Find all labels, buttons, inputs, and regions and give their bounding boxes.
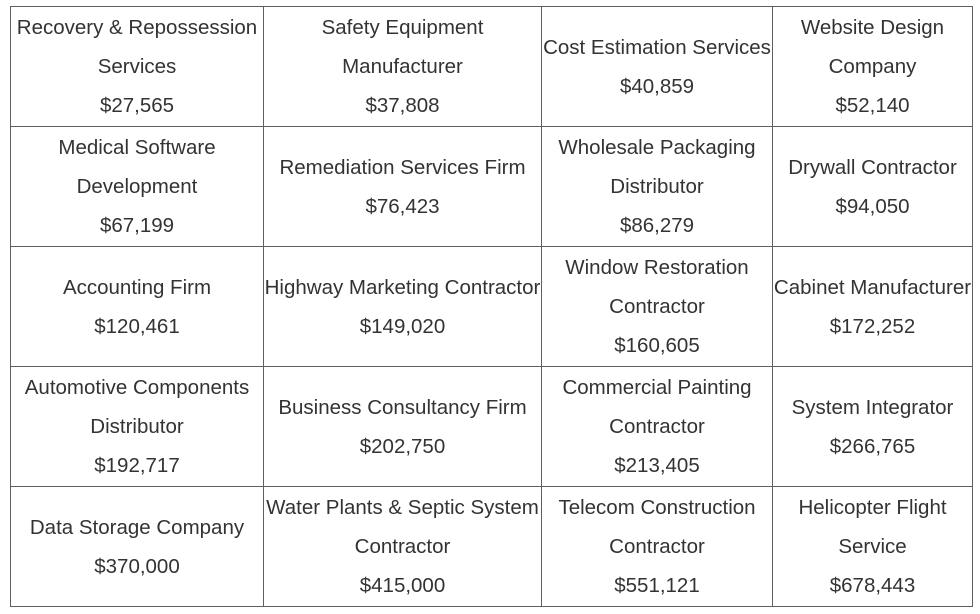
business-value: $67,199 (99, 214, 175, 237)
business-value: $370,000 (94, 554, 180, 578)
business-value: $52,140 (835, 94, 910, 117)
table-cell (542, 247, 773, 367)
table-cell (11, 7, 264, 127)
business-type: System Integrator (791, 395, 954, 419)
business-type: Cabinet Manufacturer (773, 275, 972, 299)
business-value: $213,405 (614, 454, 700, 477)
business-type: Remediation Services Firm (279, 155, 526, 179)
table-row (11, 247, 973, 367)
table-cell (264, 247, 542, 367)
business-value: $149,020 (359, 314, 446, 338)
table-cell (542, 487, 773, 607)
table-cell (542, 127, 773, 247)
business-type: Water Plants & Septic System Contractor (266, 496, 539, 558)
business-value: $551,121 (614, 574, 700, 597)
table-cell (773, 367, 973, 487)
table-cell (773, 247, 973, 367)
table-cell (542, 7, 773, 127)
table-cell (264, 367, 542, 487)
business-value-table (10, 6, 973, 607)
business-value: $76,423 (365, 194, 440, 218)
business-type: Accounting Firm (62, 275, 212, 299)
table-row (11, 487, 973, 607)
table-cell (773, 127, 973, 247)
business-type: Wholesale Packaging Distributor (558, 136, 756, 198)
business-type: Data Storage Company (29, 515, 245, 539)
table-cell (264, 7, 542, 127)
table-cell (773, 487, 973, 607)
table-cell (11, 247, 264, 367)
business-type: Drywall Contractor (788, 155, 957, 179)
business-value: $202,750 (359, 434, 446, 458)
business-type: Window Restoration Contractor (565, 256, 749, 318)
business-value: $94,050 (835, 194, 910, 218)
business-type: Cost Estimation Services (543, 35, 771, 59)
table-cell (542, 367, 773, 487)
business-value: $160,605 (614, 334, 700, 357)
table-row (11, 367, 973, 487)
table-cell (264, 487, 542, 607)
table-cell (11, 487, 264, 607)
table-cell (773, 7, 973, 127)
business-type: Business Consultancy Firm (278, 395, 527, 419)
business-value: $415,000 (359, 574, 446, 597)
business-value: $678,443 (829, 574, 916, 597)
business-type: Telecom Construction Contractor (558, 496, 756, 558)
table-cell (11, 127, 264, 247)
business-type: Medical Software Development (58, 136, 216, 198)
business-type: Automotive Components Distributor (24, 376, 250, 438)
table-cell (264, 127, 542, 247)
business-type: Recovery & Repossession Services (16, 16, 258, 78)
business-type: Highway Marketing Contractor (264, 275, 541, 299)
business-value: $192,717 (94, 454, 180, 477)
business-value: $27,565 (99, 94, 175, 117)
business-value: $86,279 (619, 214, 695, 237)
business-type: Safety Equipment Manufacturer (321, 16, 484, 78)
business-value: $120,461 (94, 314, 180, 338)
business-type: Commercial Painting Contractor (562, 376, 752, 438)
table-row (11, 127, 973, 247)
table-row (11, 7, 973, 127)
business-value: $172,252 (829, 314, 916, 338)
business-value: $37,808 (365, 94, 440, 117)
business-type: Website Design Company (800, 16, 945, 78)
business-value: $40,859 (619, 74, 695, 98)
business-value: $266,765 (829, 434, 916, 458)
table-cell (11, 367, 264, 487)
business-type: Helicopter Flight Service (798, 496, 947, 558)
